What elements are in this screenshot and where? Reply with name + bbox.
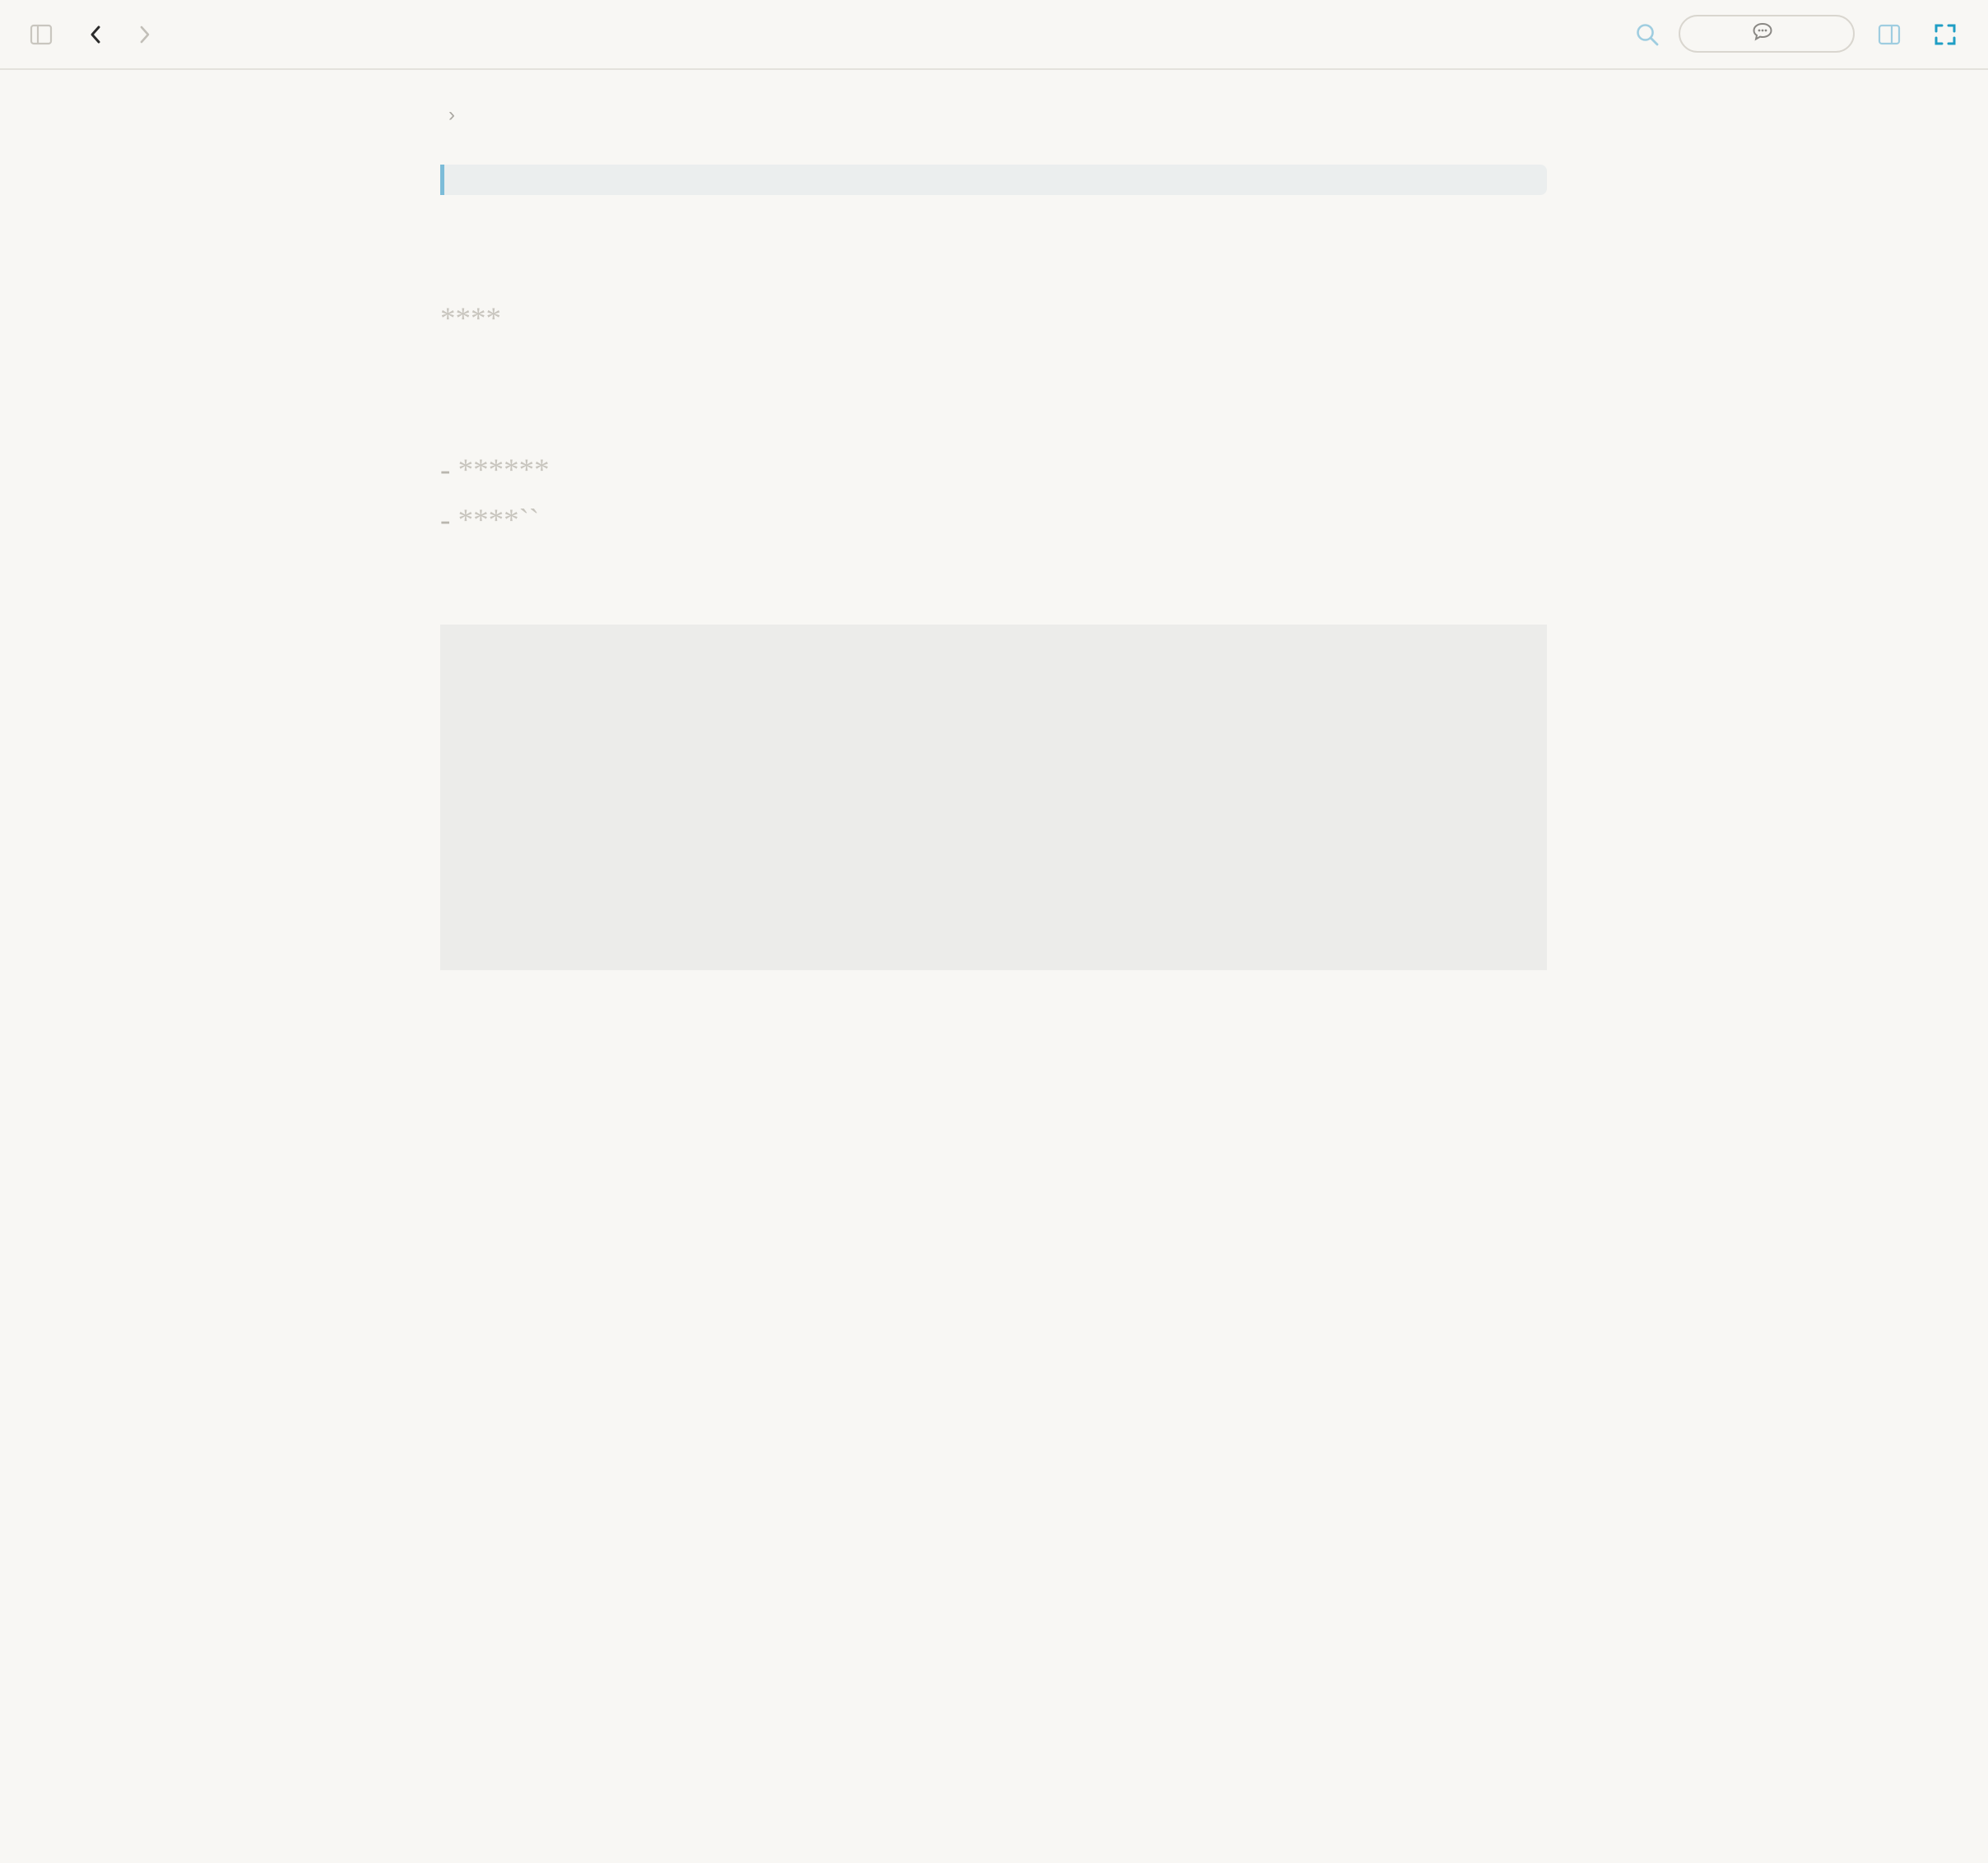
- assistant-message: [440, 294, 1547, 597]
- fullscreen-icon[interactable]: [1929, 18, 1962, 51]
- forward-chevron-icon[interactable]: [128, 18, 161, 51]
- list-item: - ******: [440, 453, 550, 487]
- list-item: - ****``: [440, 503, 540, 537]
- new-thread-button[interactable]: [1679, 15, 1855, 53]
- back-chevron-icon[interactable]: [79, 18, 112, 51]
- assistant-header: [440, 258, 1547, 282]
- code-block: [440, 625, 1547, 970]
- sidebar-toggle-icon[interactable]: [25, 18, 58, 51]
- breadcrumb-separator-icon: ›: [448, 104, 455, 126]
- user-message: [440, 165, 1547, 195]
- search-icon[interactable]: [1631, 18, 1664, 51]
- panel-right-icon[interactable]: [1873, 18, 1906, 51]
- top-bar: [0, 0, 1988, 70]
- document: [440, 99, 1547, 970]
- chat-bubble-icon: [1752, 21, 1773, 47]
- answer-paragraph-1: ****: [440, 302, 501, 336]
- breadcrumb: [440, 99, 1547, 132]
